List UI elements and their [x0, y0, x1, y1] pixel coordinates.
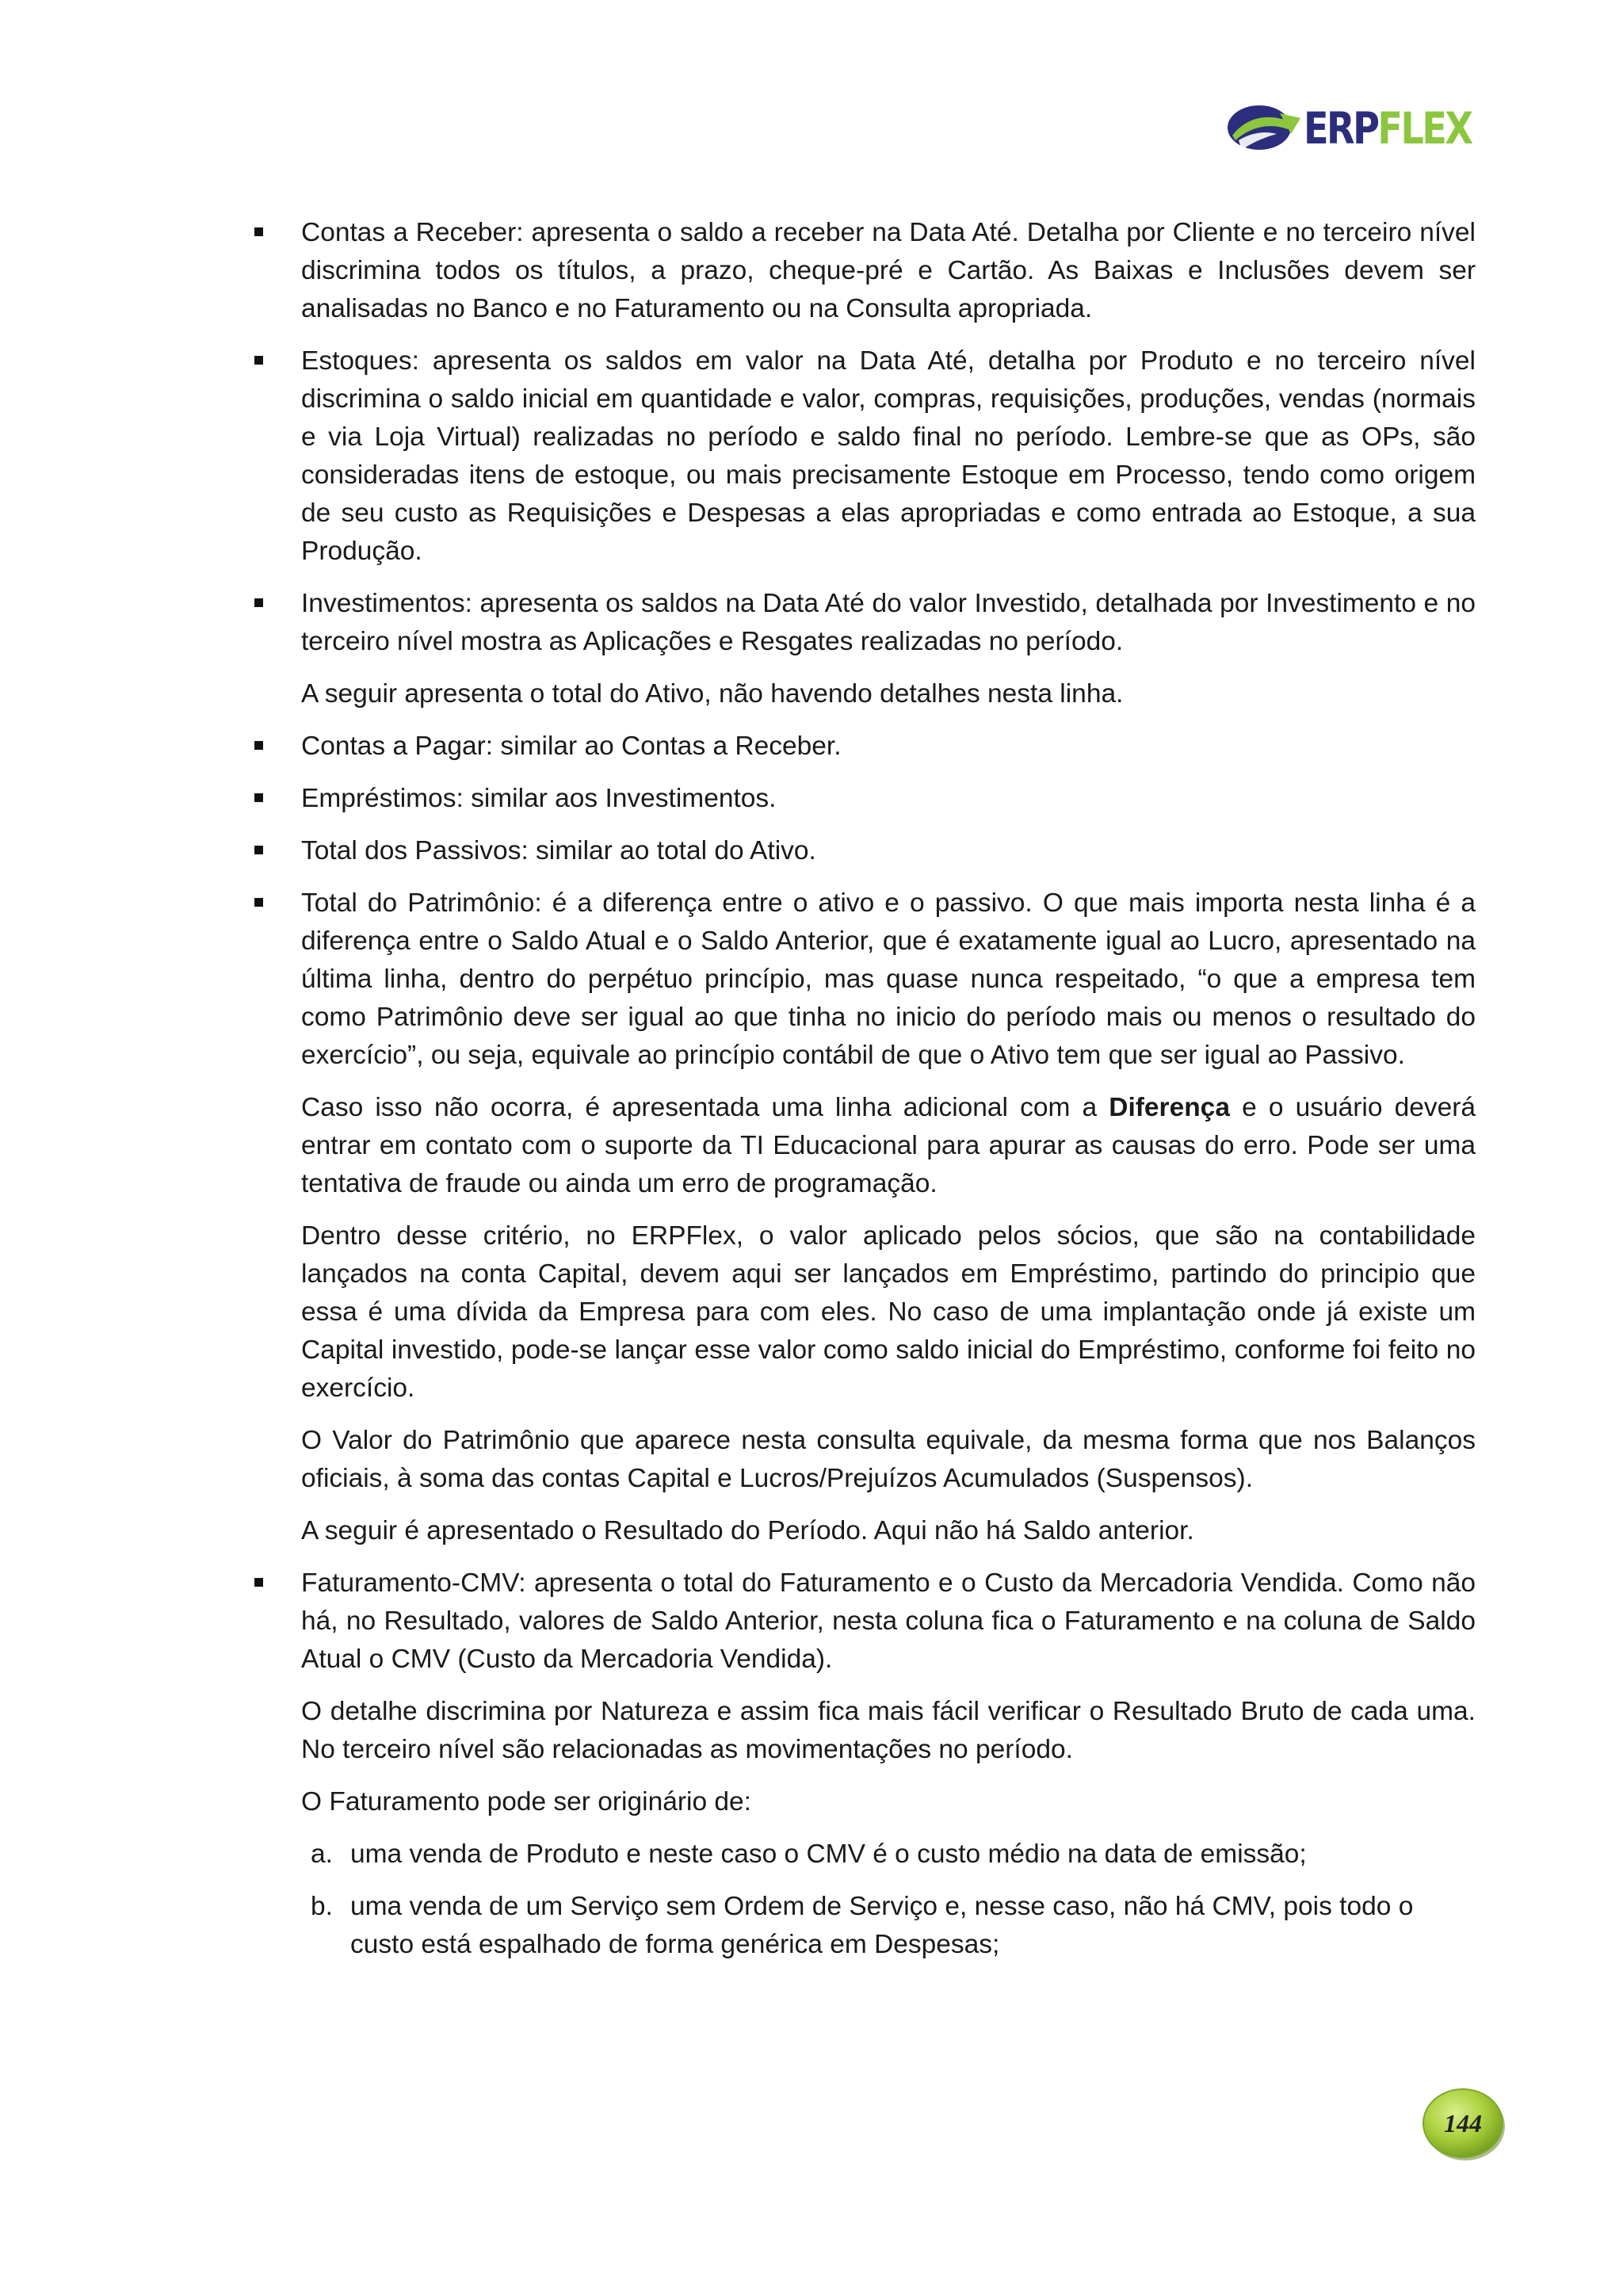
bullet-square-icon [254, 741, 263, 750]
paragraph-resultado-periodo: A seguir é apresentado o Resultado do Período. Aqui não há Saldo anterior. [301, 1516, 1194, 1545]
bullet-square-icon [254, 1578, 263, 1587]
paragraph-valor-patrimonio: O Valor do Patrimônio que aparece nesta consulta equivale, da mesma forma que nos Balanços oficiais, à soma das contas Capital e Lucros/Prejuízos Acumulados (Suspensos). [301, 1426, 1476, 1493]
list-item: b. uma venda de um Serviço sem Ordem de Serviço e, nesse caso, não há CMV, pois todo o custo está espalhado de forma genérica em Despesas; [311, 1892, 1414, 1959]
bullet-contas-a-pagar: Contas a Pagar: similar ao Contas a Receber. [301, 728, 1476, 766]
bullet-square-icon [254, 598, 263, 607]
bullet-square-icon [254, 227, 263, 236]
bullet-square-icon [254, 846, 263, 854]
bullet-emprestimos: Empréstimos: similar aos Investimentos. [301, 780, 1476, 818]
bullet-faturamento-cmv: Faturamento-CMV: apresenta o total do Faturamento e o Custo da Mercadoria Vendida. Como não há, no Resultado, valores de Saldo Anterior, nesta coluna fica o Faturamento e na coluna de Saldo Atual o CMV (Custo da Mercadoria Vendida). [301, 1564, 1476, 1679]
bullet-total-passivos: Total dos Passivos: similar ao total do Ativo. [301, 832, 1476, 870]
paragraph-faturamento-origem: O Faturamento pode ser originário de: [301, 1787, 751, 1817]
erpflex-wordmark: ERPFLEX [1304, 103, 1472, 154]
paragraph-diferenca: Caso isso não ocorra, é apresentada uma linha adicional com a Diferença e o usuário deverá entrar em contato com o suporte da TI Educacional para apurar as causas do erro. Pode ser uma tentativa de fraude ou ainda um erro de programação. [301, 1093, 1476, 1198]
paragraph-total-ativo: A seguir apresenta o total do Ativo, não havendo detalhes nesta linha. [301, 679, 1124, 709]
bullet-total-patrimonio: Total do Patrimônio: é a diferença entre o ativo e o passivo. O que mais importa nesta linha é a diferença entre o Saldo Atual e o Saldo Anterior, que é exatamente igual ao Lucro, apresentado na última linha, dentro do perpétuo princípio, mas quase nunca respeitado, “o que a empresa tem como Patrimônio deve ser igual ao que tinha no inicio do período mais ou menos o resultado do exercício”, ou seja, equivale ao princípio contábil de que o Ativo tem que ser igual ao Passivo. [301, 884, 1476, 1075]
erpflex-logo [1224, 99, 1478, 162]
paragraph-criterio: Dentro desse critério, no ERPFlex, o valor aplicado pelos sócios, que são na contabilidade lançados na conta Capital, devem aqui ser lançados em Empréstimo, partindo do principio que essa é uma dívida da Empresa para com eles. No caso de uma implantação onde já existe um Capital investido, pode-se lançar esse valor como saldo inicial do Empréstimo, conforme foi feito no exercício. [301, 1221, 1476, 1403]
list-item: a. uma venda de Produto e neste caso o CMV é o custo médio na data de emissão; [311, 1839, 1307, 1869]
page-number-badge [1421, 2084, 1508, 2163]
bullet-contas-a-receber: Contas a Receber: apresenta o saldo a receber na Data Até. Detalha por Cliente e no terceiro nível discrimina todos os títulos, a prazo, cheque-pré e Cartão. As Baixas e Inclusões devem ser analisadas no Banco e no Faturamento ou na Consulta apropriada. [301, 214, 1476, 328]
paragraph-detalhe: O detalhe discrimina por Natureza e assim fica mais fácil verificar o Resultado Bruto de cada uma. No terceiro nível são relacionadas as movimentações no período. [301, 1697, 1476, 1764]
document-body [301, 214, 1476, 1978]
bullet-square-icon [254, 356, 263, 365]
page-number: 144 [1444, 2109, 1482, 2137]
erpflex-swoosh-icon [1224, 99, 1304, 162]
bullet-estoques: Estoques: apresenta os saldos em valor na Data Até, detalha por Produto e no terceiro nível discrimina o saldo inicial em quantidade e valor, compras, requisições, produções, vendas (normais e via Loja Virtual) realizadas no período e saldo final no período. Lembre-se que as OPs, são consideradas itens de estoque, ou mais precisamente Estoque em Processo, tendo como origem de seu custo as Requisições e Despesas a elas apropriadas e como entrada ao Estoque, a sua Produção. [301, 342, 1476, 571]
bullet-square-icon [254, 793, 263, 802]
bullet-square-icon [254, 898, 263, 907]
bullet-investimentos: Investimentos: apresenta os saldos na Data Até do valor Investido, detalhada por Investimento e no terceiro nível mostra as Aplicações e Resgates realizadas no período. [301, 585, 1476, 661]
